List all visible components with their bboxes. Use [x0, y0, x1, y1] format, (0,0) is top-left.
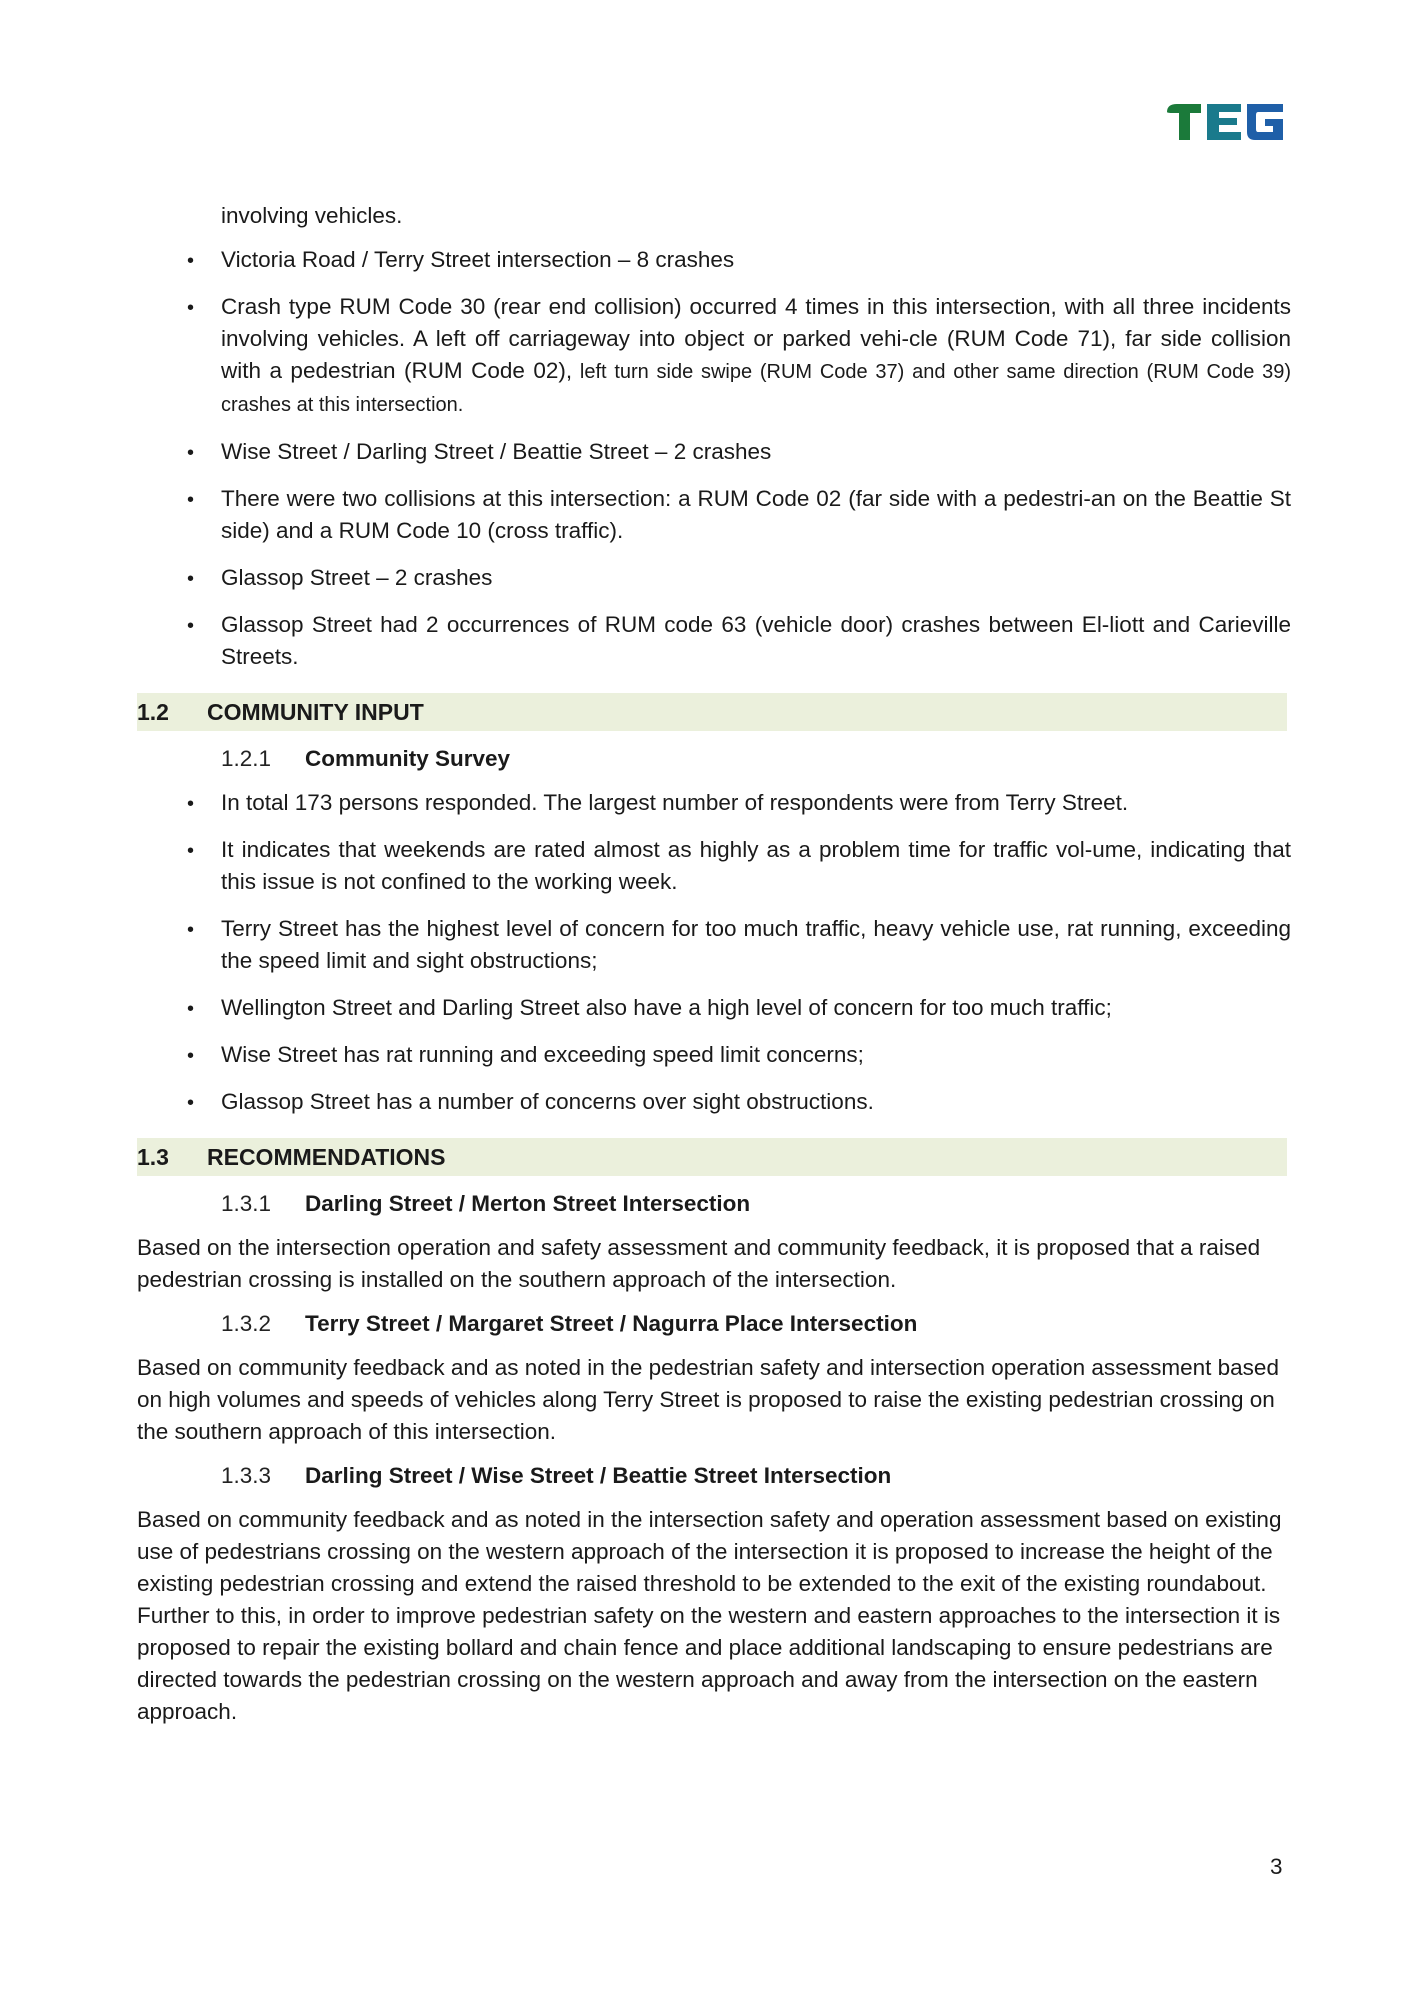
list-item: • In total 173 persons responded. The largest number of respondents were from Terry Street. — [137, 787, 1291, 819]
paragraph: Based on the intersection operation and safety assessment and community feedback, it is proposed that a raised pedestrian crossing is installed on the southern approach of the intersection. — [137, 1235, 1261, 1292]
bullet-icon — [187, 834, 207, 867]
paragraph: Based on community feedback and as noted in the intersection safety and operation assessment based on existing use of pedestrians crossing on the western approach of the intersection it is proposed to increase the height of the existing pedestrian crossing and extend the raised threshold to be extended to the exit of the existing roundabout. Further to this, in order to improve pedestrian safety on the western and eastern approaches to the intersection it is proposed to repair the existing bollard and chain fence and place additional landscaping to ensure pedestrians are directed towards the pedestrian crossing on the western approach and away from the intersection on the eastern approach. — [137, 1507, 1282, 1724]
content — [137, 200, 1291, 1740]
subheading-terry-margaret: 1.3.2 Terry Street / Margaret Street / Nagurra Place Intersection — [221, 1311, 918, 1336]
list-item: • Glassop Street – 2 crashes — [137, 562, 1291, 594]
subheading-community-survey: 1.2.1 Community Survey — [221, 746, 511, 771]
bullet-icon — [187, 244, 207, 277]
subheading-darling-merton: 1.3.1 Darling Street / Merton Street Intersection — [221, 1191, 751, 1216]
bullet-icon — [187, 787, 207, 820]
list-item: • Victoria Road / Terry Street intersection – 8 crashes — [137, 244, 1291, 276]
intro-continuation: involving vehicles. — [221, 203, 403, 228]
bullet-icon — [187, 992, 207, 1025]
section-heading-recommendations: 1.3 RECOMMENDATIONS — [137, 1138, 1287, 1176]
subheading-darling-wise: 1.3.3 Darling Street / Wise Street / Beattie Street Intersection — [221, 1463, 892, 1488]
bullet-icon — [187, 609, 207, 642]
list-item: • Terry Street has the highest level of concern for too much traffic, heavy vehicle use, rat running, exceeding the speed limit and sight obstructions; — [137, 913, 1291, 977]
list-item: • Wise Street / Darling Street / Beattie Street – 2 crashes — [137, 436, 1291, 468]
list-item: • It indicates that weekends are rated almost as highly as a problem time for traffic vol-ume, indicating that this issue is not confined to the working week. — [137, 834, 1291, 898]
list-item: • Wellington Street and Darling Street also have a high level of concern for too much traffic; — [137, 992, 1291, 1024]
list-item: • Glassop Street had 2 occurrences of RUM code 63 (vehicle door) crashes between El-liott and Carieville Streets. — [137, 609, 1291, 673]
bullet-icon — [187, 1086, 207, 1119]
bullet-icon — [187, 562, 207, 595]
bullet-icon — [187, 436, 207, 469]
list-item: • Crash type RUM Code 30 (rear end collision) occurred 4 times in this intersection, with all three incidents involving vehicles. A left off carriageway into object or parked vehi-cle (RUM Code 71), far side collision with a pedestrian (RUM Code 02), left turn side swipe (RUM Code 37) and other same direction (RUM Code 39) crashes at this intersection. — [137, 291, 1291, 421]
crash-list — [137, 244, 1291, 673]
section-heading-community-input: 1.2 COMMUNITY INPUT — [137, 693, 1287, 731]
tef-logo — [1165, 100, 1287, 144]
page-number: 3 — [1270, 1854, 1283, 1879]
list-item: • Wise Street has rat running and exceeding speed limit concerns; — [137, 1039, 1291, 1071]
bullet-icon — [187, 1039, 207, 1072]
bullet-icon — [187, 483, 207, 516]
paragraph: Based on community feedback and as noted in the pedestrian safety and intersection operation assessment based on high volumes and speeds of vehicles along Terry Street is proposed to raise the existing pedestrian crossing on the southern approach of this intersection. — [137, 1355, 1279, 1444]
bullet-icon — [187, 913, 207, 946]
list-item: • Glassop Street has a number of concerns over sight obstructions. — [137, 1086, 1291, 1118]
list-item: • There were two collisions at this intersection: a RUM Code 02 (far side with a pedestri-an on the Beattie St side) and a RUM Code 10 (cross traffic). — [137, 483, 1291, 547]
survey-list — [137, 787, 1291, 1118]
bullet-icon — [187, 291, 207, 324]
